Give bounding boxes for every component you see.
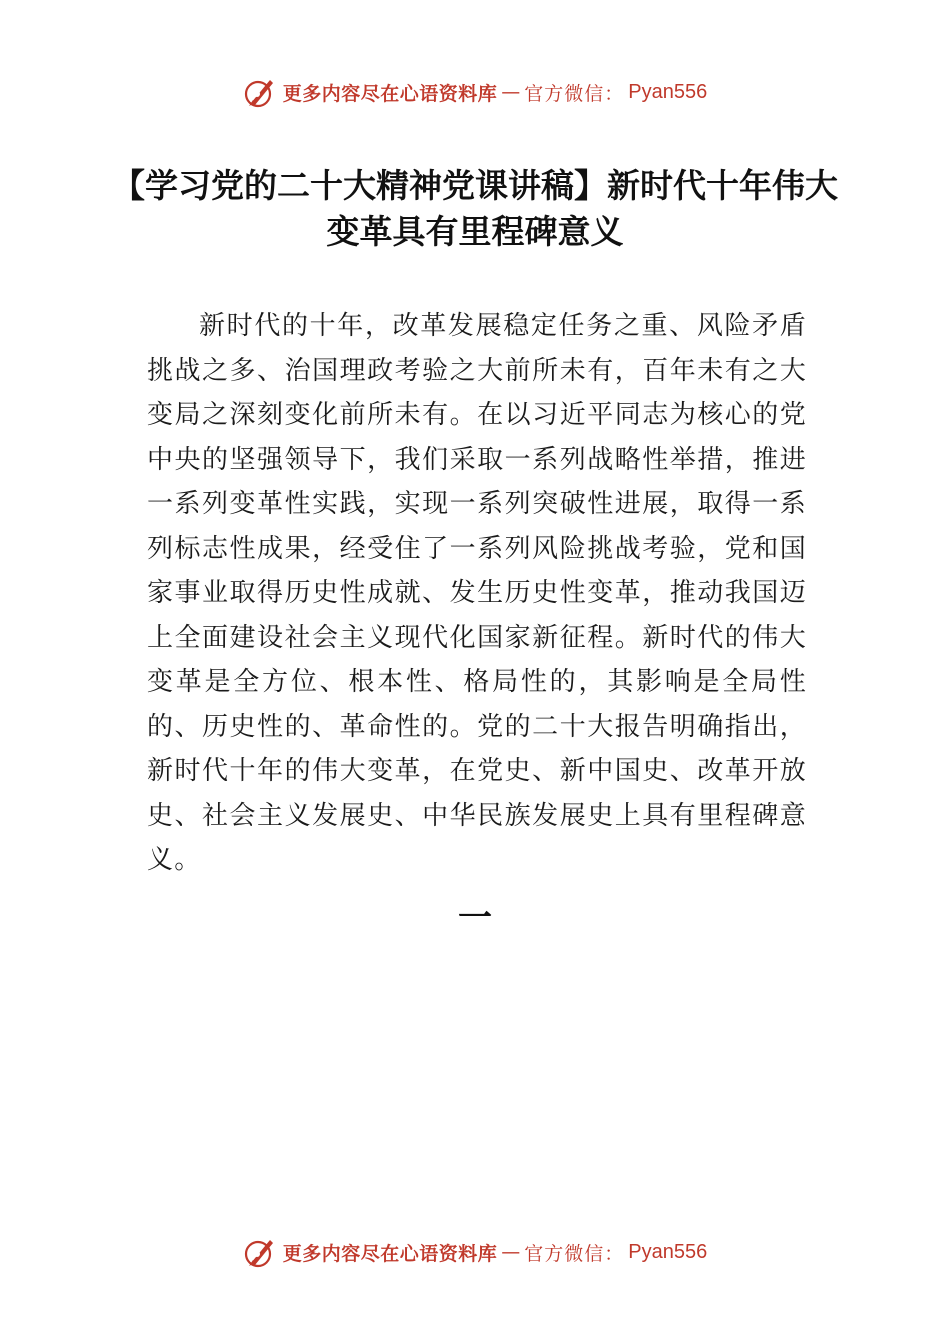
watermark-wechat-label: 官方微信： bbox=[524, 82, 625, 105]
quill-pen-circle-icon bbox=[243, 75, 277, 109]
watermark-wechat-id: Pyan556 bbox=[628, 1240, 708, 1263]
watermark-site-name: 更多内容尽在心语资料库 bbox=[282, 82, 498, 105]
quill-pen-circle-icon bbox=[243, 1235, 277, 1269]
watermark-separator: — bbox=[501, 1241, 521, 1263]
footer-watermark bbox=[0, 1232, 950, 1272]
watermark-wechat-label: 官方微信： bbox=[524, 1242, 625, 1265]
watermark-wechat-id: Pyan556 bbox=[628, 80, 708, 103]
document-title: 【学习党的二十大精神党课讲稿】新时代十年伟大变革具有里程碑意义 bbox=[112, 166, 838, 251]
header-watermark bbox=[0, 72, 950, 112]
watermark-separator: — bbox=[501, 81, 521, 103]
watermark-site-name: 更多内容尽在心语资料库 bbox=[282, 1242, 498, 1265]
section-heading-number: 一 bbox=[458, 898, 492, 938]
body-paragraph: 新时代的十年，改革发展稳定任务之重、风险矛盾挑战之多、治国理政考验之大前所未有，百年未有之大变局之深刻变化前所未有。在以习近平同志为核心的党中央的坚强领导下，我们采取一系列战略性举措，推进一系列变革性实践，实现一系列突破性进展，取得一系列标志性成果，经受住了一系列风险挑战考验，党和国家事业取得历史性成就、发生历史性变革，推动我国迈上全面建设社会主义现代化国家新征程。新时代的伟大变革是全方位、根本性、格局性的，其影响是全局性的、历史性的、革命性的。党的二十大报告明确指出，新时代十年的伟大变革，在党史、新中国史、改革开放史、社会主义发展史、中华民族发展史上具有里程碑意义。 bbox=[147, 311, 807, 875]
